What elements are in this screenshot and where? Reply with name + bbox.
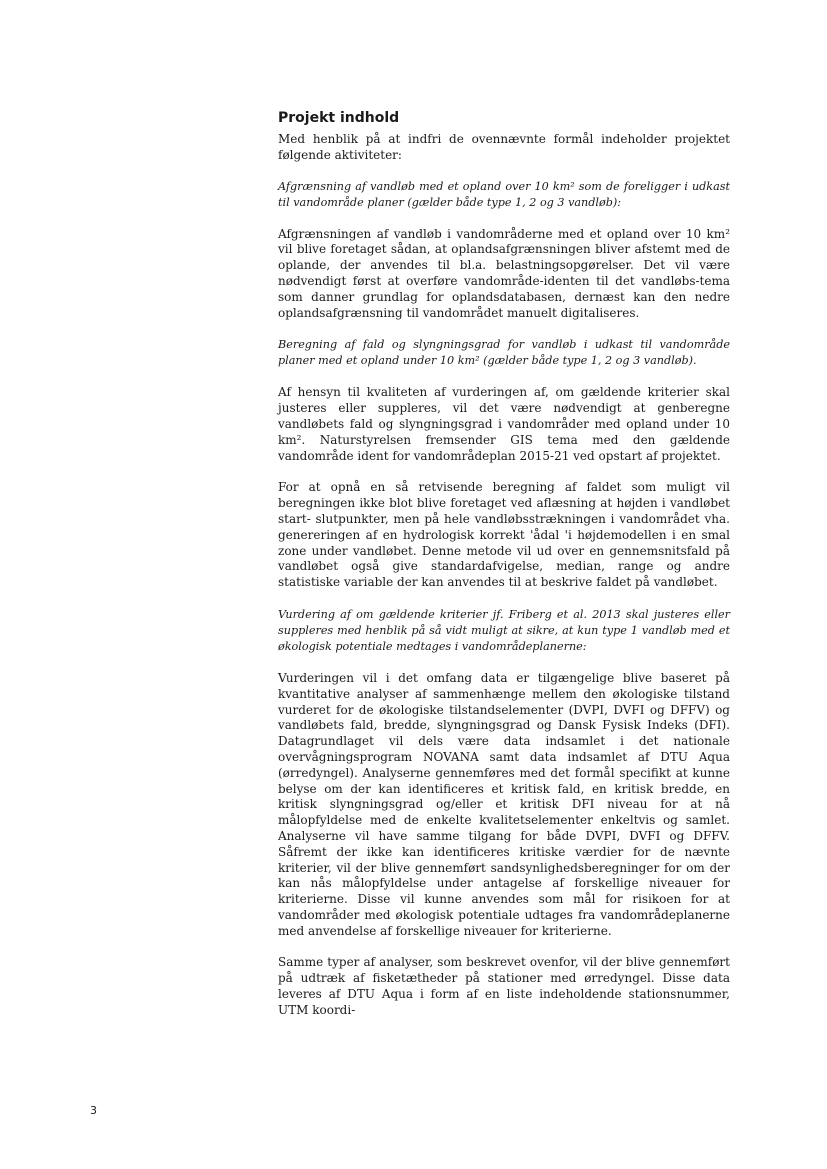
page-number: 3 [90,1104,97,1117]
body-paragraph: For at opnå en så retvisende beregning af faldet som muligt vil beregningen ikke blot blive foretaget ved aflæsning at højden i vandløbet start- slutpunkter, men på hele vandløbsstrækningen i vandområdet vha. genereringen af en hydrologisk korrekt 'ådal 'i højdemodellen i en smal zone under vandløbet. Denne metode vil ud over en gennemsnitsfald på vandløbet også give standardafvigelse, median, range og andre statistiske variable der kan anvendes til at beskrive faldet på vandløbet. [278,480,730,590]
body-paragraph: Vurderingen vil i det omfang data er tilgængelige blive baseret på kvantitative analyser af sammenhænge mellem den økologiske tilstand vurderet for de økologiske tilstandselementer (DVPI, DVFI og DFFV) og vandløbets fald, bredde, slyngningsgrad og Dansk Fysisk Indeks (DFI). Datagrundlaget vil dels være data indsamlet i det nationale overvågningsprogram NOVANA samt data indsamlet af DTU Aqua (ørredyngel). Analyserne gennemføres med det formål specifikt at kunne belyse om der kan identificeres et kritisk fald, en kritisk bredde, en kritisk slyngningsgrad og/eller et kritisk DFI niveau for at nå målopfyldelse med de enkelte kvalitetselementer enkeltvis og samlet. Analyserne vil have samme tilgang for både DVPI, DVFI og DFFV. Såfremt der ikke kan identificeres kritiske værdier for de nævnte kriterier, vil der blive gennemført sandsynlighedsberegninger for om der kan nås målopfyldelse under antagelse af forskellige niveauer for kriterierne. Disse vil kunne anvendes som mål for risikoen for at vandområder med økologisk potentiale udtages fra vandområdeplanerne med anvendelse af forskellige niveauer for kriterierne. [278,670,730,938]
body-paragraph: Afgrænsningen af vandløb i vandområderne med et opland over 10 km² vil blive foretaget sådan, at oplandsafgrænsningen bliver afstemt med de oplande, der anvendes til bl.a. belastningsopgørelser. Det vil være nødvendigt først at overføre vandområde-identen til det vandløbs-tema som danner grundlag for oplandsdatabasen, dernæst kan den nedre oplandsafgrænsning til vandområdet manuelt digitaliseres. [278,226,730,320]
activity-heading-1: Afgrænsning af vandløb med et opland over 10 km² som de foreligger i udkast til vandområde planer (gælder både type 1, 2 og 3 vandløb): [278,179,730,209]
body-paragraph: Af hensyn til kvaliteten af vurderingen af, om gældende kriterier skal justeres eller suppleres, vil det være nødvendigt at genberegne vandløbets fald og slyngningsgrad i vandområder med opland under 10 km². Naturstyrelsen fremsender GIS tema med den gældende vandområde ident for vandområdeplan 2015-21 ved opstart af projektet. [278,385,730,463]
intro-paragraph: Med henblik på at indfri de ovennævnte formål indeholder projektet følgende aktiviteter: [278,132,730,162]
page-content [278,108,730,1035]
activity-heading-2: Beregning af fald og slyngningsgrad for vandløb i udkast til vandområde planer med et opland under 10 km² (gælder både type 1, 2 og 3 vandløb). [278,338,730,368]
body-paragraph: Samme typer af analyser, som beskrevet ovenfor, vil der blive gennemført på udtræk af fisketætheder på stationer med ørredyngel. Disse data leveres af DTU Aqua i form af en liste indeholdende stationsnummer, UTM koordi- [278,955,730,1017]
section-heading: Projekt indhold [278,110,400,126]
activity-heading-3: Vurdering af om gældende kriterier jf. Friberg et al. 2013 skal justeres eller suppleres med henblik på så vidt muligt at sikre, at kun type 1 vandløb med et økologisk potentiale medtages i vandområdeplanerne: [278,607,730,653]
